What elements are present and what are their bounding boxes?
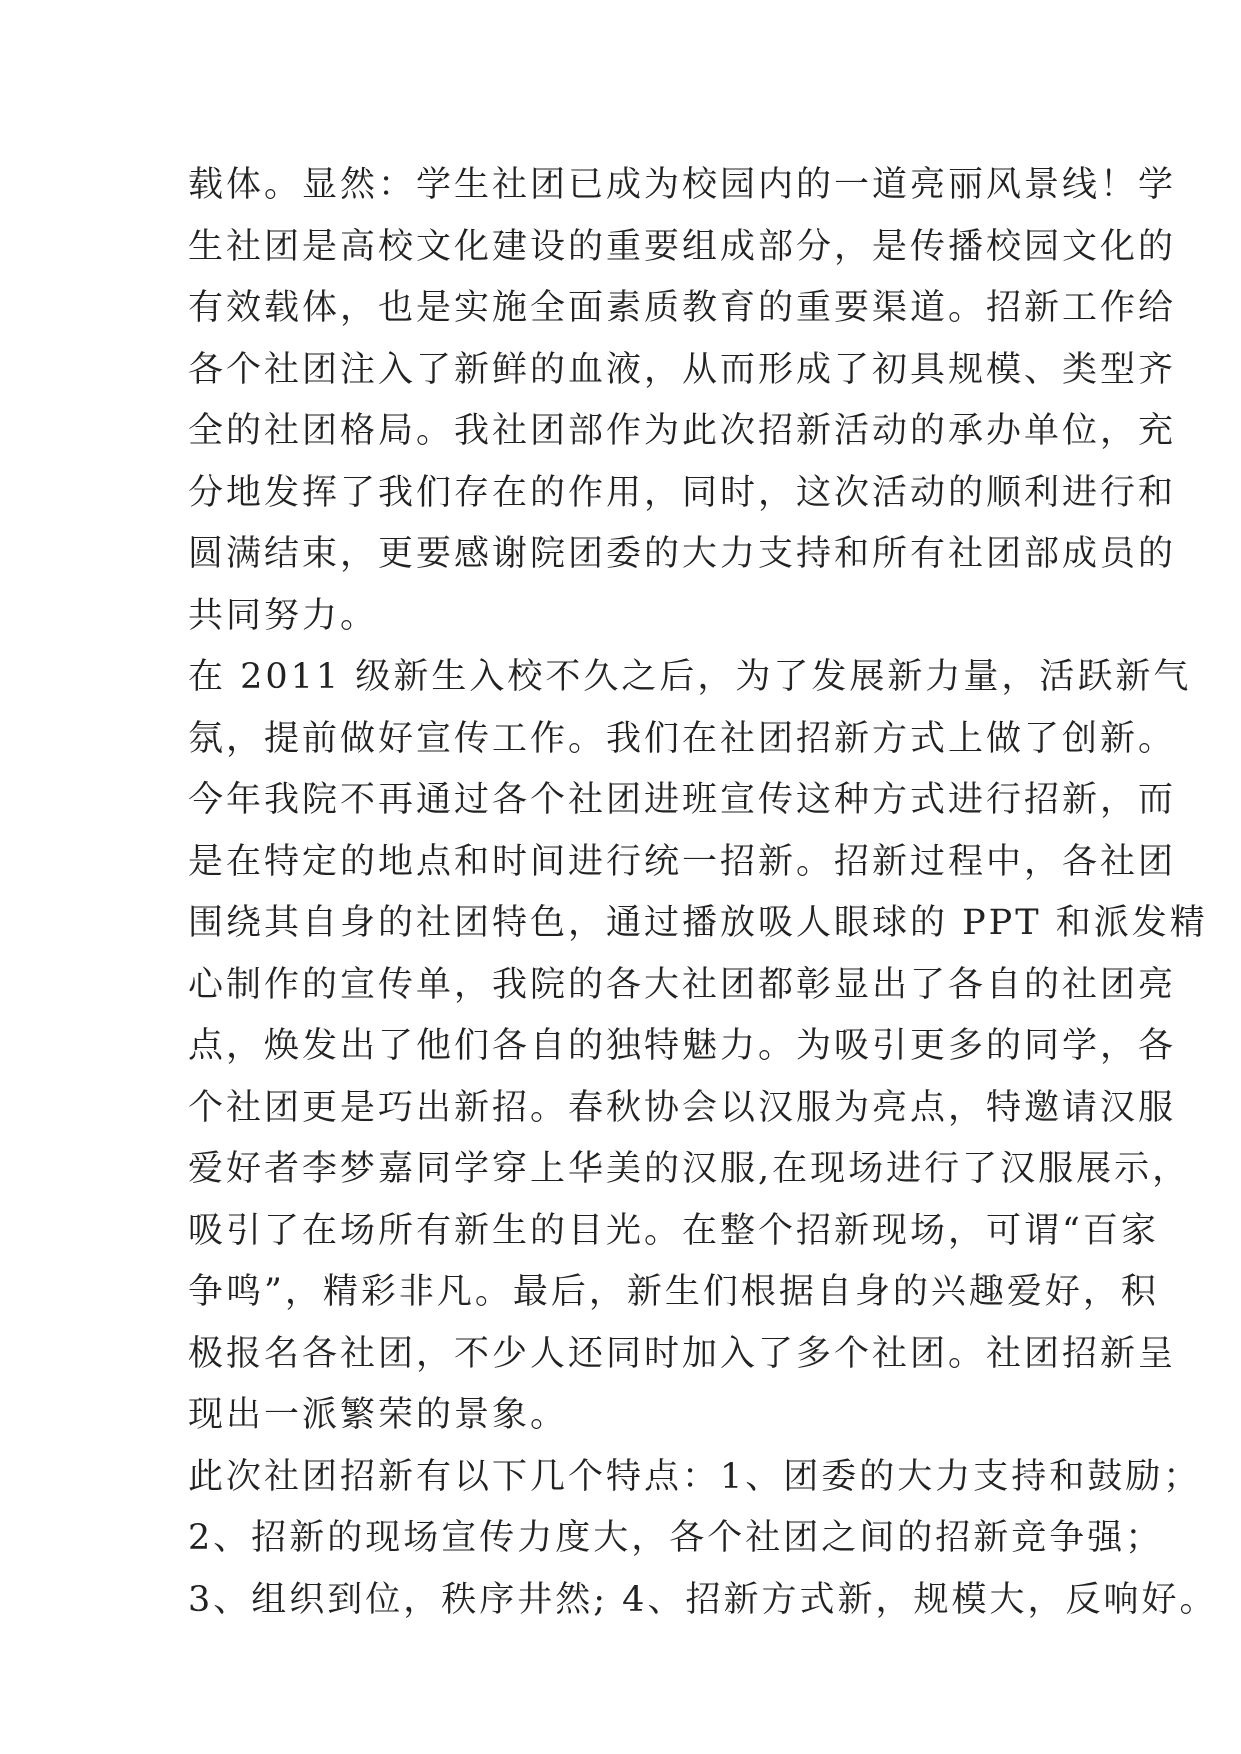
text-line: 全的社团格局。我社团部作为此次招新活动的承办单位，充 (188, 411, 1177, 451)
text-line: 共同努力。 (188, 595, 379, 636)
text-line: 今年我院不再通过各个社团进班宣传这种方式进行招新，而 (188, 780, 1177, 820)
text-line: 争鸣”，精彩非凡。最后，新生们根据自身的兴趣爱好，积 (188, 1272, 1159, 1312)
text-line: 圆满结束，更要感谢院团委的大力支持和所有社团部成员的 (188, 534, 1177, 574)
text-line: 心制作的宣传单，我院的各大社团都彰显出了各自的社团亮 (188, 964, 1177, 1005)
text-line: 3、组织到位，秩序井然; 4、招新方式新，规模大，反响好。 (188, 1579, 1218, 1620)
text-line: 2、招新的现场宣传力度大，各个社团之间的招新竞争强； (188, 1518, 1164, 1558)
text-line: 有效载体，也是实施全面素质教育的重要渠道。招新工作给 (188, 288, 1177, 328)
text-line: 极报名各社团，不少人还同时加入了多个社团。社团招新呈 (188, 1333, 1177, 1374)
text-line: 爱好者李梦嘉同学穿上华美的汉服,在现场进行了汉服展示， (188, 1149, 1191, 1189)
text-line: 点，焕发出了他们各自的独特魅力。为吸引更多的同学，各 (188, 1026, 1177, 1066)
body-text (188, 155, 1218, 1631)
text-line: 载体。显然：学生社团已成为校园内的一道亮丽风景线！学 (188, 165, 1177, 205)
text-line: 氛，提前做好宣传工作。我们在社团招新方式上做了创新。 (188, 718, 1177, 759)
text-line: 个社团更是巧出新招。春秋协会以汉服为亮点，特邀请汉服 (188, 1087, 1177, 1128)
text-line: 在 2011 级新生入校不久之后，为了发展新力量，活跃新气 (188, 657, 1192, 697)
text-line: 是在特定的地点和时间进行统一招新。招新过程中，各社团 (188, 841, 1177, 882)
text-line: 吸引了在场所有新生的目光。在整个招新现场，可谓“百家 (188, 1210, 1159, 1251)
text-line: 围绕其自身的社团特色，通过播放吸人眼球的 PPT 和派发精 (188, 903, 1208, 943)
text-line: 生社团是高校文化建设的重要组成部分，是传播校园文化的 (188, 226, 1177, 267)
text-line: 各个社团注入了新鲜的血液，从而形成了初具规模、类型齐 (188, 349, 1177, 390)
text-line: 此次社团招新有以下几个特点：1、团委的大力支持和鼓励； (188, 1456, 1202, 1497)
text-line: 现出一派繁荣的景象。 (188, 1395, 569, 1435)
text-line: 分地发挥了我们存在的作用，同时，这次活动的顺利进行和 (188, 472, 1177, 513)
